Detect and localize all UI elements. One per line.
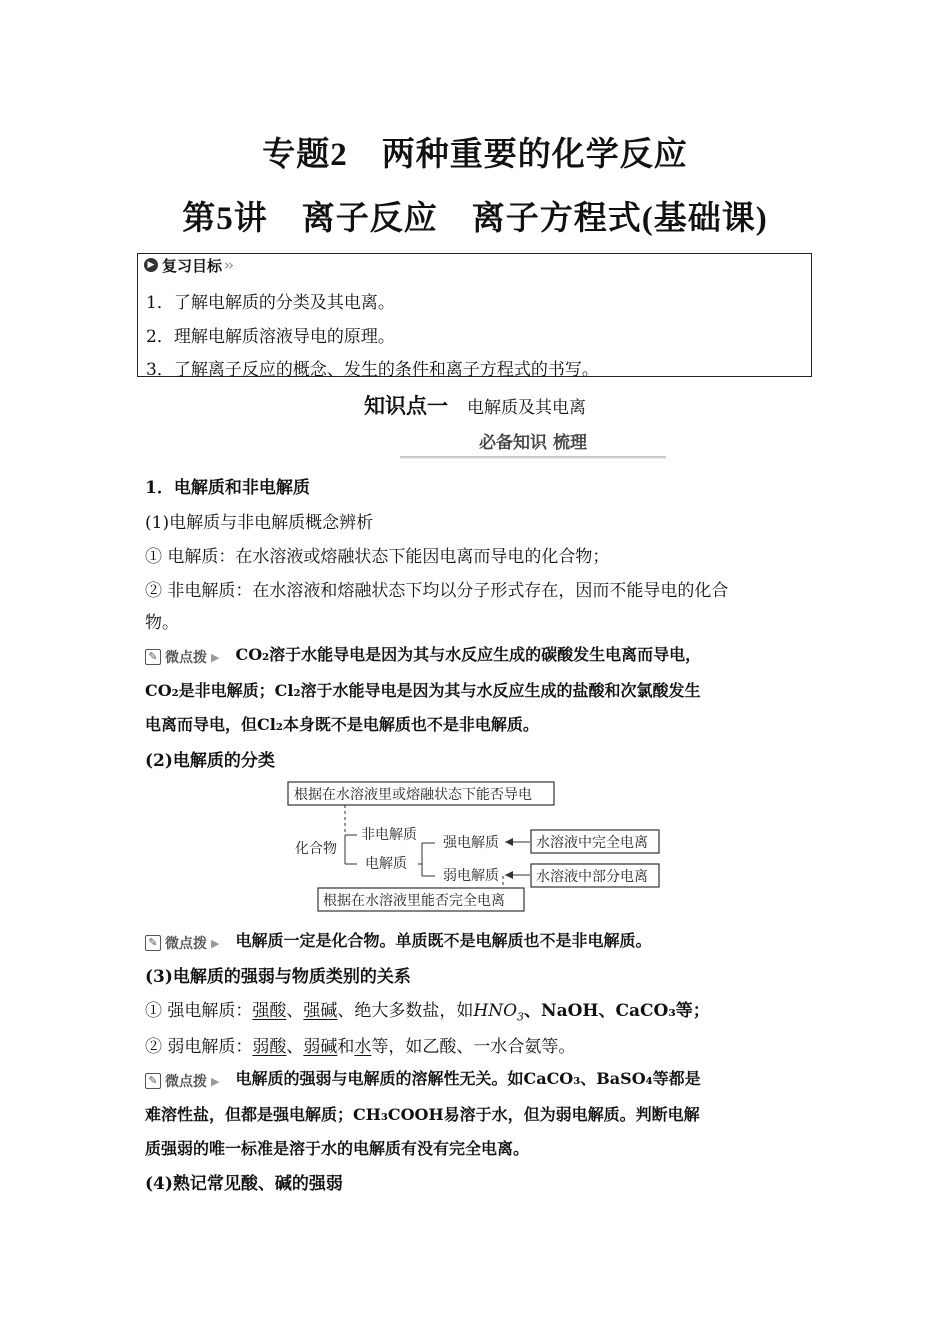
weak-electrolyte-label: 弱电解质	[443, 868, 499, 884]
tip-badge: ✎ 微点拨 ▶	[145, 647, 219, 667]
bottom-criterion-text: 根据在水溶液里能否完全电离	[323, 893, 505, 909]
tip-badge: ✎ 微点拨 ▶	[145, 933, 219, 953]
review-goals-heading	[144, 255, 232, 275]
section-heading: 1．电解质和非电解质	[145, 478, 310, 498]
tip-3: ✎ 微点拨 ▶ 电解质的强弱与电解质的溶解性无关。如CaCO₃、BaSO₄等都是	[145, 1066, 701, 1091]
banner-underline	[400, 456, 666, 459]
subsection-heading: (1)电解质与非电解质概念辨析	[145, 513, 374, 533]
triangle-icon: ▶	[211, 936, 220, 950]
tip-3-line2: 难溶性盐，但都是强电解质；CH₃COOH易溶于水，但为弱电解质。判断电解	[145, 1105, 700, 1124]
strong-criterion-text: 水溶液中完全电离	[536, 835, 648, 851]
subsection-heading: (3)电解质的强弱与物质类别的关系	[145, 967, 411, 987]
compound-label: 化合物	[295, 841, 337, 857]
chapter-title: 专题2 两种重要的化学反应	[262, 137, 688, 173]
electrolyte-label: 电解质	[365, 856, 407, 872]
top-criterion-text: 根据在水溶液里或熔融状态下能否导电	[294, 787, 532, 803]
knowledge-point-label: 知识点一	[363, 394, 448, 418]
review-goals-box	[137, 253, 812, 380]
definition-nonelectrolyte-cont: 物。	[145, 613, 179, 633]
play-icon: ▶	[144, 258, 158, 272]
subsection-heading: (2)电解质的分类	[145, 751, 275, 771]
tip-3-line3: 质强弱的唯一标准是溶于水的电解质有没有完全电离。	[145, 1139, 530, 1158]
nonelectrolyte-label: 非电解质	[361, 827, 417, 843]
tip-badge: ✎ 微点拨 ▶	[145, 1071, 219, 1091]
tip-2: ✎ 微点拨 ▶ 电解质一定是化合物。单质既不是电解质也不是非电解质。	[145, 928, 651, 953]
weak-electrolyte-line: ② 弱电解质：弱酸、弱碱和水等，如乙酸、一水合氨等。	[145, 1037, 576, 1057]
knowledge-point-name: 电解质及其电离	[467, 398, 587, 418]
pencil-icon: ✎	[145, 1073, 161, 1089]
classification-diagram	[285, 778, 665, 913]
weak-criterion-text: 水溶液中部分电离	[536, 869, 648, 885]
definition-nonelectrolyte: ② 非电解质：在水溶液和熔融状态下均以分子形式存在，因而不能导电的化合	[145, 581, 729, 601]
knowledge-point-heading	[0, 390, 950, 420]
strong-electrolyte-line: ① 强电解质：强酸、强碱、绝大多数盐，如$HNO_3$、NaOH、CaCO₃等；	[145, 1001, 710, 1024]
triangle-icon: ▶	[211, 650, 220, 664]
tip-1: ✎ 微点拨 ▶ CO₂溶于水能导电是因为其与水反应生成的碳酸发生电离而导电，	[145, 642, 701, 667]
tip-1-line2: CO₂是非电解质；Cl₂溶于水能导电是因为其与水反应生成的盐酸和次氯酸发生	[145, 681, 701, 700]
goal-item: 1．了解电解质的分类及其电离。	[146, 293, 395, 313]
pencil-icon: ✎	[145, 935, 161, 951]
lesson-title: 第5讲 离子反应 离子方程式(基础课)	[182, 201, 768, 237]
review-goals-label: 复习目标	[162, 256, 223, 275]
goal-item: 3．了解离子反应的概念、发生的条件和离子方程式的书写。	[146, 360, 599, 380]
pencil-icon: ✎	[145, 649, 161, 665]
tip-1-line3: 电离而导电，但Cl₂本身既不是电解质也不是非电解质。	[145, 715, 539, 734]
goal-item: 2．理解电解质溶液导电的原理。	[146, 327, 395, 347]
section-banner: 必备知识 梳理	[479, 433, 587, 453]
subsection-heading: (4)熟记常见酸、碱的强弱	[145, 1174, 343, 1194]
triangle-icon: ▶	[211, 1074, 220, 1088]
strong-electrolyte-label: 强电解质	[443, 835, 499, 851]
double-chevron-icon: ››	[224, 256, 233, 274]
definition-electrolyte: ① 电解质：在水溶液或熔融状态下能因电离而导电的化合物；	[145, 547, 610, 567]
